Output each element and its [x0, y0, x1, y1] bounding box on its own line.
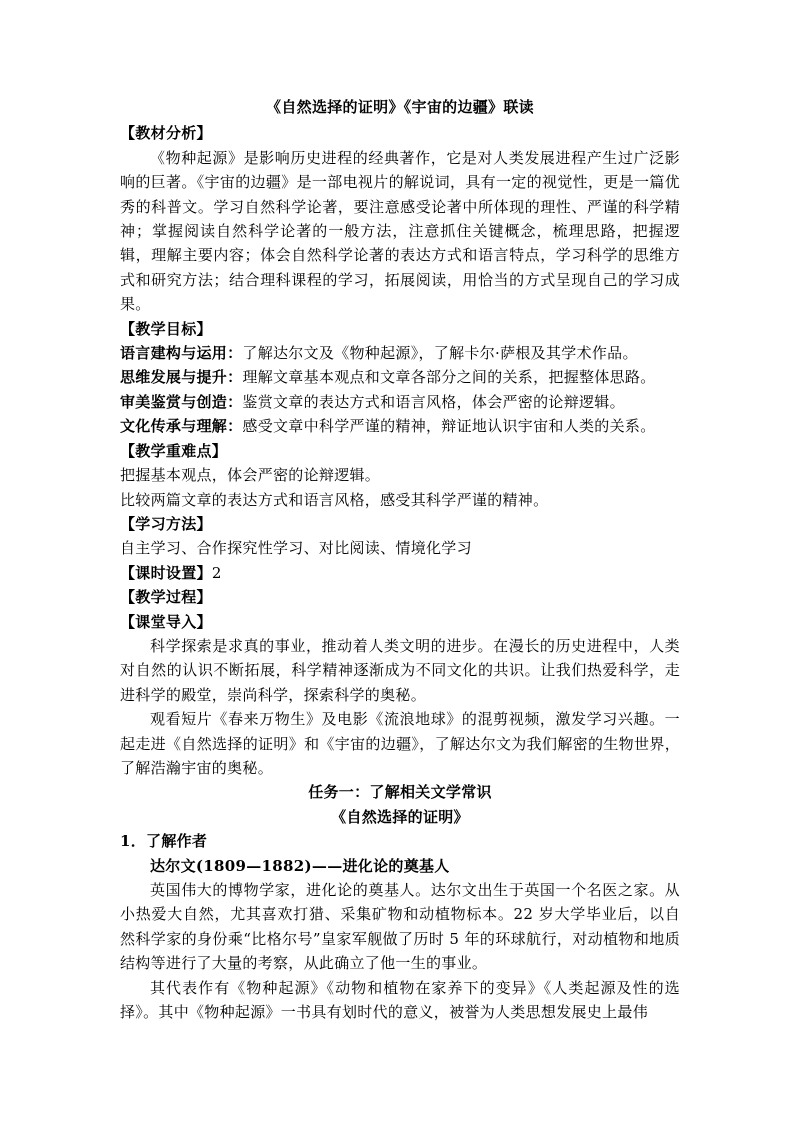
heading-process: 【教学过程】 — [120, 588, 212, 607]
goal-text: 理解文章基本观点和文章各部分之间的关系，把握整体思路。 — [242, 368, 656, 387]
goal-text: 了解达尔文及《物种起源》，了解卡尔·萨根及其学术作品。 — [242, 344, 638, 363]
author-paragraph-1: 英国伟大的博物学家，进化论的奠基人。达尔文出生于英国一个名医之家。从小热爱大自然，尤其喜欢打猎、采集矿物和动植物标本。22 岁大学毕业后，以自然科学家的身份乘“比格尔号”皇家军舰做了历时 5 年的环球航行，对动植物和地质结构等进行了大量的考察，从此确立了他一生的事业。 — [120, 881, 680, 973]
goal-text: 鉴赏文章的表达方式和语言风格，体会严密的论辩逻辑。 — [242, 392, 625, 411]
heading-teaching-goals: 【教学目标】 — [120, 319, 212, 338]
intro-paragraph-2: 观看短片《春来万物生》及电影《流浪地球》的混剪视频，激发学习兴趣。一起走进《自然选择的证明》和《宇宙的边疆》，了解达尔文为我们解密的生物世界，了解浩瀚宇宙的奥秘。 — [120, 710, 680, 777]
task1-subtitle: 《自然选择的证明》 — [331, 807, 469, 826]
heading-hours: 【课时设置】 — [120, 563, 212, 582]
document-title: 《自然选择的证明》《宇宙的边疆》联读 — [266, 98, 534, 116]
goal-label: 语言建构与运用： — [120, 344, 243, 363]
goal-label: 审美鉴赏与创造： — [120, 392, 243, 411]
heading-textbook-analysis: 【教材分析】 — [120, 124, 212, 143]
goal-item — [120, 390, 680, 414]
task1-heading: 任务一：了解相关文学常识 — [308, 783, 492, 802]
heading-key-points: 【教学重难点】 — [120, 441, 228, 460]
textbook-analysis-paragraph: 《物种起源》是影响历史进程的经典著作，它是对人类发展进程产生过广泛影响的巨著。《宇宙的边疆》是一部电视片的解说词，具有一定的视觉性，更是一篇优秀的科普文。学习自然科学论著，要注意感受论著中所体现的理性、严谨的科学精神；掌握阅读自然科学论著的一般方法，注意抓住关键概念，梳理思路，把握逻辑，理解主要内容；体会自然科学论著的表达方式和语言特点，学习科学的思维方式和研究方法；结合理科课程的学习，拓展阅读，用恰当的方式呈现自己的学习成果。 — [120, 148, 680, 314]
goal-item — [120, 365, 680, 389]
author-paragraph-2: 其代表作有《物种起源》《动物和植物在家养下的变异》《人类起源及性的选择》。其中《物种起源》一书具有划时代的意义，被誉为人类思想发展史上最伟 — [120, 978, 680, 1022]
goal-item — [120, 341, 680, 365]
intro-paragraph-1: 科学探索是求真的事业，推动着人类文明的进步。在漫长的历史进程中，人类对自然的认识不断拓展，科学精神逐渐成为不同文化的共识。让我们热爱科学，走进科学的殿堂，崇尚科学，探索科学的奥秘。 — [120, 636, 680, 704]
goal-item — [120, 414, 680, 438]
goal-label: 文化传承与理解： — [120, 417, 243, 436]
key-point-line: 把握基本观点，体会严密的论辩逻辑。 — [120, 466, 381, 485]
task1-item-author: 1．了解作者 — [120, 832, 208, 851]
key-point-line: 比较两篇文章的表达方式和语言风格，感受其科学严谨的精神。 — [120, 490, 549, 509]
goal-label: 思维发展与提升： — [120, 368, 243, 387]
document-content — [120, 95, 680, 1024]
hours-value: 2 — [211, 563, 222, 582]
author-line: 达尔文(1809—1882)——进化论的奠基人 — [150, 856, 450, 875]
methods-text: 自主学习、合作探究性学习、对比阅读、情境化学习 — [120, 539, 472, 558]
heading-methods: 【学习方法】 — [120, 514, 212, 533]
goal-text: 感受文章中科学严谨的精神，辩证地认识宇宙和人类的关系。 — [242, 417, 656, 436]
hours-line — [120, 561, 680, 585]
heading-intro: 【课堂导入】 — [120, 612, 212, 631]
